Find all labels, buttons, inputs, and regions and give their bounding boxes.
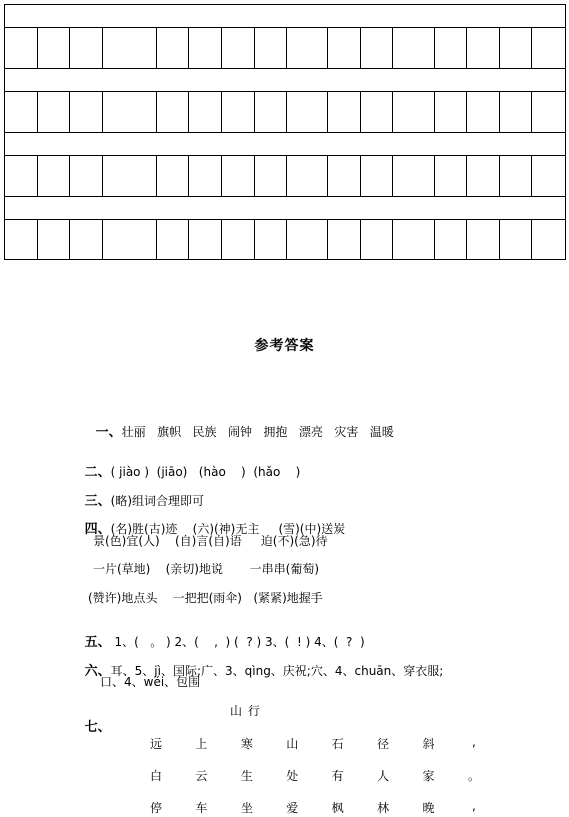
answer-3-text: (略)组词合理即可	[110, 494, 205, 508]
answer-1-text: 壮丽 旗帜 民族 闹钟 拥抱 漂亮 灾害 温暖	[121, 425, 394, 439]
poem-char: 石	[331, 737, 344, 751]
grid-cell	[189, 156, 222, 196]
grid-blank-row	[4, 132, 566, 155]
poem-char: 白	[149, 769, 162, 783]
grid-cell	[328, 28, 361, 68]
grid-cell	[393, 156, 434, 196]
grid-cell	[532, 92, 565, 132]
grid-cell	[328, 156, 361, 196]
grid-blank-row	[4, 4, 566, 27]
grid-cell	[189, 220, 222, 259]
grid-cell	[222, 92, 255, 132]
poem-char: 晚	[422, 801, 435, 815]
writing-grid	[4, 4, 566, 260]
poem-char: 人	[377, 769, 390, 783]
grid-cell	[361, 220, 394, 259]
grid-cell	[328, 92, 361, 132]
grid-cell	[393, 28, 434, 68]
grid-cell	[38, 156, 71, 196]
grid-cell-row	[4, 27, 566, 68]
poem-punct: ,	[472, 735, 476, 749]
grid-cell	[38, 220, 71, 259]
grid-cell	[287, 92, 328, 132]
grid-cell	[532, 28, 565, 68]
poem-char: 寒	[240, 737, 253, 751]
poem-punct: ,	[472, 799, 476, 813]
answer-4-line: (赞许)地点头 一把把(雨伞) (紧紧)地握手	[88, 591, 323, 605]
grid-cell	[532, 220, 565, 259]
grid-cell	[255, 220, 288, 259]
grid-cell	[361, 92, 394, 132]
grid-cell	[5, 156, 38, 196]
poem-char: 生	[240, 769, 253, 783]
poem-punct: 。	[467, 769, 480, 783]
grid-cell-row	[4, 219, 566, 260]
answer-2-number: 二、	[84, 465, 111, 480]
grid-cell	[287, 28, 328, 68]
poem-char: 停	[149, 801, 162, 815]
grid-cell	[393, 220, 434, 259]
poem-char: 斜	[422, 737, 435, 751]
answer-3-number: 三、	[84, 494, 111, 509]
grid-cell	[500, 92, 533, 132]
grid-cell	[157, 220, 190, 259]
grid-cell	[255, 92, 288, 132]
grid-cell	[70, 28, 103, 68]
poem-row	[140, 799, 490, 816]
poem-char: 远	[149, 737, 162, 751]
poem-char: 处	[286, 769, 299, 783]
answer-6-line: 耳、5、jì、国际;广、3、qìng、庆祝;穴、4、chuān、穿衣服;	[110, 664, 444, 678]
grid-cell	[467, 92, 500, 132]
poem-char: 爱	[286, 801, 299, 815]
grid-cell	[157, 28, 190, 68]
poem-char: 林	[377, 801, 390, 815]
answer-4-line: (名)胜(古)迹 (六)(神)无主 (雪)(中)送炭	[110, 522, 346, 536]
grid-cell	[287, 220, 328, 259]
grid-cell	[157, 156, 190, 196]
grid-cell	[5, 28, 38, 68]
answer-6-line: 口、4、wéi、包围	[100, 675, 201, 689]
grid-cell	[38, 92, 71, 132]
grid-cell	[5, 220, 38, 259]
answer-1	[88, 407, 394, 440]
grid-cell	[103, 28, 157, 68]
answer-7-number: 七、	[84, 720, 111, 735]
answer-4-line: 景(色)宜(人) (自)言(自)语 迫(不)(急)待	[93, 534, 328, 548]
grid-cell	[38, 28, 71, 68]
grid-cell	[103, 156, 157, 196]
grid-cell	[70, 92, 103, 132]
poem-char: 车	[195, 801, 208, 815]
grid-cell	[70, 220, 103, 259]
grid-cell	[467, 156, 500, 196]
poem-char: 云	[195, 769, 208, 783]
grid-cell	[103, 92, 157, 132]
grid-cell	[70, 156, 103, 196]
grid-cell	[287, 156, 328, 196]
grid-cell	[103, 220, 157, 259]
grid-cell	[222, 28, 255, 68]
grid-cell	[435, 28, 468, 68]
grid-cell	[328, 220, 361, 259]
grid-cell	[500, 156, 533, 196]
grid-cell	[435, 156, 468, 196]
grid-cell	[467, 28, 500, 68]
poem-char: 坐	[240, 801, 253, 815]
answer-5-number: 五、	[84, 635, 111, 650]
grid-cell	[361, 28, 394, 68]
grid-cell	[222, 156, 255, 196]
grid-blank-row	[4, 196, 566, 219]
grid-cell	[435, 220, 468, 259]
answer-4-line: 一片(草地) (亲切)地说 一串串(葡萄)	[93, 562, 320, 576]
grid-cell	[500, 220, 533, 259]
poem-char: 径	[377, 737, 390, 751]
poem-row	[140, 735, 490, 752]
grid-cell	[157, 92, 190, 132]
answer-7	[77, 702, 111, 735]
grid-blank-row	[4, 68, 566, 91]
grid-cell-row	[4, 155, 566, 196]
grid-cell	[393, 92, 434, 132]
poem-char: 枫	[331, 801, 344, 815]
poem-char: 有	[331, 769, 344, 783]
answer-6-number: 六、	[84, 664, 111, 679]
poem-char: 家	[422, 769, 435, 783]
grid-cell-row	[4, 91, 566, 132]
grid-cell	[255, 156, 288, 196]
answer-1-number: 一、	[95, 425, 122, 440]
grid-cell	[361, 156, 394, 196]
grid-cell	[467, 220, 500, 259]
grid-cell	[222, 220, 255, 259]
poem-row	[140, 767, 490, 784]
answers-title: 参考答案	[254, 338, 315, 354]
poem-title: 山行	[230, 704, 267, 718]
grid-cell	[189, 92, 222, 132]
answer-2-text: ( jiào ) (jiāo) (hào ) (hǎo )	[110, 465, 301, 479]
grid-cell	[189, 28, 222, 68]
answer-4-number: 四、	[84, 522, 111, 537]
poem-char: 山	[286, 737, 299, 751]
poem-char: 上	[195, 737, 208, 751]
grid-cell	[435, 92, 468, 132]
grid-cell	[532, 156, 565, 196]
answer-5-text: 1、( 。 ) 2、( , ) ( ? ) 3、( ! ) 4、( ? )	[110, 635, 365, 649]
grid-cell	[500, 28, 533, 68]
grid-cell	[5, 92, 38, 132]
grid-cell	[255, 28, 288, 68]
